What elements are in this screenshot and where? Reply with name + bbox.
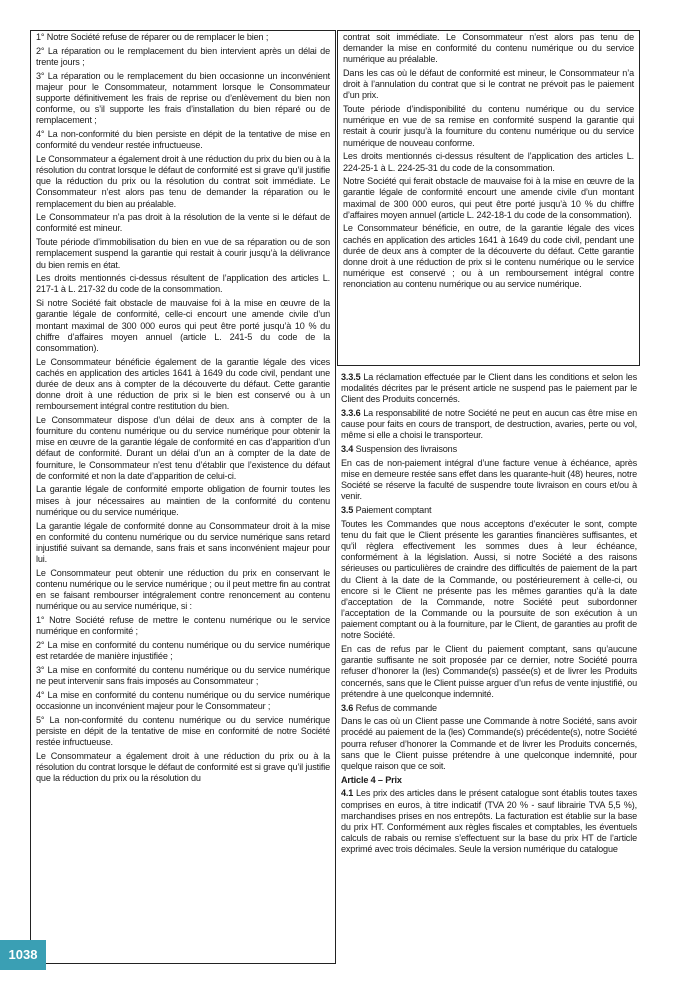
paragraph: 5° La non-conformité du contenu numérique ou du service numérique persiste en dépit de la tentative de mise en conformité de notre Société restée infructueuse. [36,714,330,747]
section-paragraph [341,372,637,405]
left-boxed-column [30,30,336,964]
section-text: Les prix des articles dans le présent catalogue sont établis toutes taxes comprises en euros, à titre indicatif (TVA 20 % - sauf librairie TVA 5,5 %), marchandises prises en nos entrepôts. La facturation est établie sur la base du prix HT. Conformément aux règles fiscales et comptables, les éventuels calculs de rabais ou remise s’effectuent sur la base du prix HT de l’article exprimé avec trois décimales. Seule la version numérique du catalogue [341,788,637,855]
section-text: Toutes les Commandes que nous acceptons d’exécuter le sont, compte tenu du fait que le Client présente les garanties financières suffisantes, et qu’il règlera effectivement les sommes dues à leur échéance, conformément à la législation. Aussi, si notre Société a des raisons sérieuses ou particulières de craindre des difficultés de paiement de la part du Client à la date de la Commande, ou postérieurement à celle-ci, ou encore si le Client ne présente pas les mêmes garanties qu’à la date d’acceptation de la Commande, notre Société peut subordonner l’acceptation de la Commande ou la poursuite de son exécution à un paiement comptant ou à la fourniture, par le Client, de garanties au profit de notre Société. [341,518,637,641]
paragraph: 2° La mise en conformité du contenu numérique ou du service numérique est retardée de manière injustifiée ; [36,639,330,662]
paragraph: Le Consommateur bénéficie également de la garantie légale des vices cachés en application des articles 1641 à 1649 du code civil, pendant une durée de deux ans à compter de la découverte du défaut. Cette garantie donne droit à une réduction de prix si le bien est conservé ou à un remboursement intégral contre restitution du bien. [36,356,330,412]
section-text: Suspension des livraisons [353,444,457,455]
section-paragraph [341,408,637,441]
section-text: En cas de refus par le Client du paiement comptant, sans qu’aucune garantie suffisante ne soit proposée par ce dernier, notre Société pourra refuser d’honorer la (les) Commande(s) passée(s) et de livrer les Produits concernés, sans que le Client puisse arguer d’un refus de vente injustifié, ou prétendre à une quelconque indemnité. [341,644,637,699]
paragraph: Le Consommateur a également droit à une réduction du prix du bien ou à la résolution du contrat lorsque le défaut de conformité est si grave qu’il justifie que la réduction du prix ou la résolution du contrat soit immédiate. Le Consommateur n’est alors pas tenu de demander la réparation ou le remplacement du bien au préalable. [36,153,330,209]
section-text: En cas de non-paiement intégral d’une facture venue à échéance, après mise en demeure restée sans effet dans les quarante-huit (48) heures, notre Société se réserve la faculté de suspendre toute livraison en cours et/ou à venir. [341,457,637,502]
paragraph: Le Consommateur a également droit à une réduction du prix ou à la résolution du contrat lorsque le défaut de conformité est si grave qu’il justifie que la réduction du prix ou la résolution du [36,750,330,783]
right-text-column [341,372,637,858]
page-number: 1038 [0,940,46,970]
paragraph: 1° Notre Société refuse de mettre le contenu numérique ou le service numérique en conformité ; [36,614,330,637]
section-number: 4.1 [341,788,354,799]
paragraph: Le Consommateur peut obtenir une réduction du prix en conservant le contenu numérique ou le service numérique ; ou il peut mettre fin au contrat en se faisant rembourser intégralement contre renoncement au contenu numérique ou au service numérique, si : [36,567,330,612]
article-title: Article 4 – Prix [341,774,402,785]
section-heading [341,703,637,714]
paragraph: Le Consommateur n’a pas droit à la résolution de la vente si le défaut de conformité est mineur. [36,212,330,234]
paragraph: Les droits mentionnés ci-dessus résultent de l’application des articles L. 217-1 à L. 217-32 du code de la consommation. [36,273,330,295]
paragraph: Les droits mentionnés ci-dessus résultent de l’application des articles L. 224-25-1 à L. 224-25-31 du code de la consommation. [343,151,634,173]
section-number: 3.4 [341,444,354,455]
section-paragraph [341,716,637,772]
paragraph: Notre Société qui ferait obstacle de mauvaise foi à la mise en œuvre de la garantie légale de conformité encourt une amende civile d’un montant maximal de 300 000 euros, qui peut être porté jusqu’à 10 % du chiffre d’affaires moyen annuel (article L. 242-18-1 du code de la consommation). [343,176,634,220]
section-text: La responsabilité de notre Société ne peut en aucun cas être mise en cause pour faits en cours de transport, de destruction, avaries, perte ou vol, même si elle a choisi le transporteur. [341,408,637,441]
section-heading [341,505,637,516]
section-paragraph [341,788,637,855]
section-heading [341,444,637,455]
section-paragraph [341,519,637,642]
paragraph: 3° La mise en conformité du contenu numérique ou du service numérique ne peut intervenir sans frais imposés au Consommateur ; [36,664,330,686]
section-number: 3.6 [341,702,354,713]
paragraph: Toute période d’indisponibilité du contenu numérique ou du service numérique en vue de sa remise en conformité suspend la garantie qui restait à courir jusqu’à la fourniture du contenu numérique ou du service numérique de nouveau conforme. [343,104,634,148]
paragraph: Le Consommateur bénéficie, en outre, de la garantie légale des vices cachés en application des articles 1641 à 1649 du code civil, pendant une durée de deux ans à compter de la découverte du défaut. Cette garantie donne droit à une réduction de prix si le contenu numérique ou le service numérique est conservé ; ou à un remboursement intégral contre renonciation au contenu numérique ou au service numérique. [343,223,634,290]
section-number: 3.3.6 [341,408,361,419]
section-number: 3.3.5 [341,372,361,382]
section-paragraph [341,458,637,503]
article-heading [341,775,637,786]
paragraph: 4° La mise en conformité du contenu numérique ou du service numérique occasionne un inconvénient majeur pour le Consommateur ; [36,689,330,711]
paragraph: 1° Notre Société refuse de réparer ou de remplacer le bien ; [36,32,269,42]
section-paragraph [341,644,637,700]
paragraph: Le Consommateur dispose d’un délai de deux ans à compter de la fourniture du contenu numérique ou du service numérique pour obtenir la mise en œuvre de la garantie légale de conformité en cas d’apparition d’un défaut de conformité. Durant un délai d’un an à compter de la date de fourniture, le Consommateur n’est tenu d’établir que l’existence du défaut de conformité et non la date d’apparition de celui-ci. [36,414,330,481]
section-text: Refus de commande [353,702,437,713]
section-text: Dans le cas où un Client passe une Commande à notre Société, sans avoir procédé au paiement de la (les) Commande(s) précédente(s), notre Société pourra refuser d’honorer la Commande et de livrer les Produits concernés, sans que le Client puisse prétendre à une quelconque indemnité, pour quelque raison que ce soit. [341,716,637,771]
section-number: 3.5 [341,505,354,516]
paragraph: La garantie légale de conformité donne au Consommateur droit à la mise en conformité du contenu numérique ou du service numérique sans retard injustifié suivant sa demande, sans frais et sans inconvénient majeur pour lui. [36,520,330,564]
paragraph: 3° La réparation ou le remplacement du bien occasionne un inconvénient majeur pour le Consommateur, notamment lorsque le Consommateur supporte définitivement les frais de reprise ou d’enlèvement du bien non conforme, ou s’il supporte les frais d’installation du bien réparé ou de remplacement ; [36,70,330,126]
section-text: La réclamation effectuée par le Client dans les conditions et selon les modalités décrites par le présent article ne suspend pas le paiement par le Client des Produits concernés. [341,372,637,405]
section-text: Paiement comptant [353,505,432,516]
paragraph: Toute période d’immobilisation du bien en vue de sa réparation ou de son remplacement suspend la garantie qui restait à courir jusqu’à la délivrance du bien remis en état. [36,237,330,270]
paragraph: Si notre Société fait obstacle de mauvaise foi à la mise en œuvre de la garantie légale de conformité, celle-ci encourt une amende civile d’un montant maximal de 300 000 euros qui peut être porté jusqu’à 10 % du chiffre d’affaires moyen annuel (article L. 241-5 du code de la consommation). [36,298,330,353]
paragraph: contrat soit immédiate. Le Consommateur n’est alors pas tenu de demander la mise en conformité du contenu numérique ou du service numérique au préalable. [343,32,634,65]
paragraph: Dans les cas où le défaut de conformité est mineur, le Consommateur n’a droit à l’annulation du contrat que si le contrat ne prévoit pas le paiement d’un prix. [343,68,634,101]
paragraph: 2° La réparation ou le remplacement du bien intervient après un délai de trente jours ; [36,45,330,67]
paragraph: 4° La non-conformité du bien persiste en dépit de la tentative de mise en conformité du vendeur restée infructueuse. [36,129,330,151]
paragraph: La garantie légale de conformité emporte obligation de fournir toutes les mises à jour nécessaires au maintien de la conformité du contenu numérique ou du service numérique. [36,484,330,517]
right-boxed-column [337,30,640,366]
